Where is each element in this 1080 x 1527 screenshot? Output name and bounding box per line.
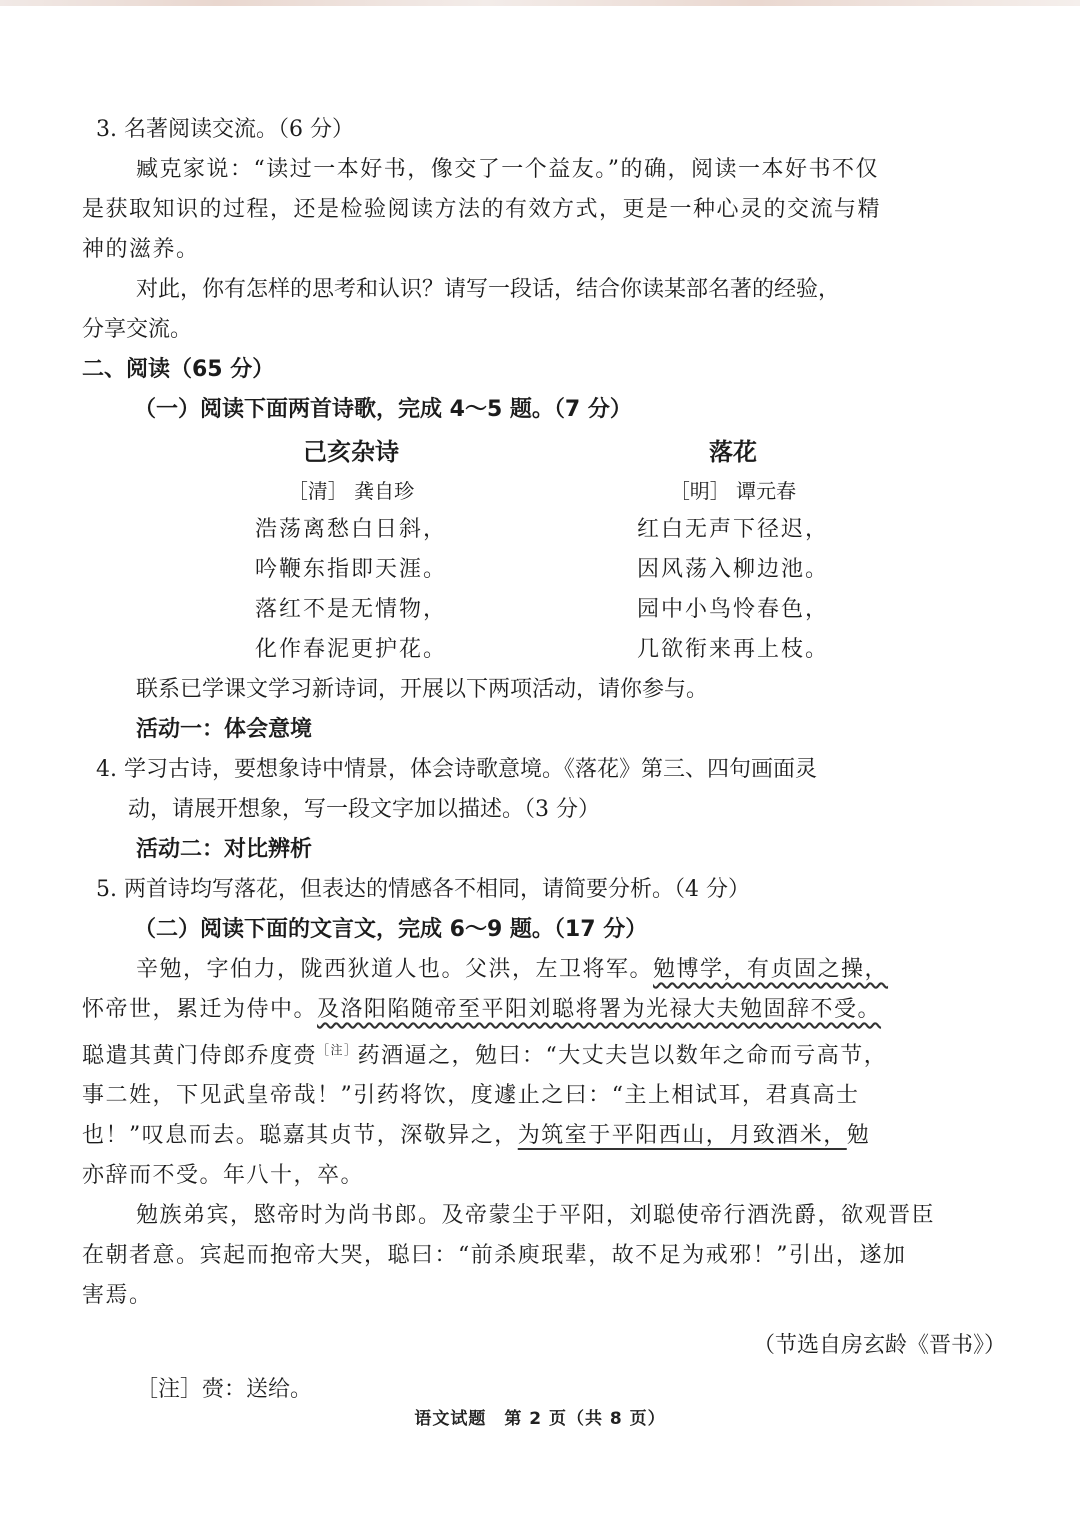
text-segment: 聪遣其黄门侍郎乔度赍 — [82, 1043, 318, 1069]
poem-luohua — [568, 432, 898, 670]
text-segment: 也！”叹息而去。聪嘉其贞节，深敬异之， — [82, 1123, 518, 1149]
q3-quote-line-2: 是获取知识的过程，还是检验阅读方法的有效方式，更是一种心灵的交流与精 — [82, 197, 882, 222]
wavy-underlined-segment: 勉博学，有贞固之操， — [653, 957, 889, 982]
classical-text-line: 亦辞而不受。年八十，卒。 — [82, 1163, 365, 1189]
classical-text-line: 事二姓，下见武皇帝哉！”引药将饮，度遽止之曰：“主上相试耳，君真高士 — [82, 1083, 860, 1109]
poem-line: 红白无声下径迟， — [636, 517, 829, 542]
q3-heading: 3. 名著阅读交流。（6 分） — [96, 117, 354, 142]
text-segment: 辛勉，字伯力，陇西狄道人也。父洪，左卫将军。 — [136, 957, 654, 982]
activities-intro: 联系已学课文学习新诗词，开展以下两项活动，请你参与。 — [136, 677, 709, 702]
part-2-heading: （二）阅读下面的文言文，完成 6～9 题。（17 分） — [134, 917, 648, 942]
classical-text-line: 在朝者意。宾起而抱帝大哭，聪曰：“前杀庾珉辈，故不足为戒邪！”引出，遂加 — [82, 1243, 907, 1269]
q4-line-2: 动，请展开想象，写一段文字加以描述。（3 分） — [128, 797, 600, 822]
source-citation: （节选自房玄龄《晋书》） — [752, 1333, 1006, 1359]
underlined-segment: 为筑室于平阳西山，月致酒米， — [517, 1123, 847, 1149]
poem-line: 园中小鸟怜春色， — [636, 597, 829, 622]
part-1-heading: （一）阅读下面两首诗歌，完成 4～5 题。（7 分） — [134, 397, 632, 422]
poem-line: 落红不是无情物， — [254, 597, 447, 622]
poem-title: 己亥杂诗 — [303, 438, 399, 466]
wavy-underlined-segment: 及洛阳陷随帝至平阳刘聪将署为光禄大夫勉固辞不受。 — [317, 997, 882, 1022]
poem-title: 落花 — [709, 438, 757, 466]
classical-text-line: 害焉。 — [82, 1283, 153, 1309]
footnote-marker: ［注］ — [317, 1043, 358, 1057]
poem-author: ［明］ 谭元春 — [669, 479, 797, 503]
classical-text-line — [82, 990, 1012, 1030]
top-edge-band — [0, 0, 1080, 6]
poem-line: 几欲衔来再上枝。 — [636, 637, 829, 662]
classical-text-line: 勉族弟宾，愍帝时为尚书郎。及帝蒙尘于平阳，刘聪使帝行酒洗爵，欲观晋臣 — [136, 1203, 936, 1229]
activity-1-title: 活动一：体会意境 — [136, 717, 313, 742]
q3-task-line-1: 对此，你有怎样的思考和认识？请写一段话，结合你读某部名著的经验， — [136, 277, 841, 302]
poem-line: 吟鞭东指即天涯。 — [254, 557, 447, 582]
poem-jihai — [186, 432, 516, 670]
classical-text-line — [82, 1030, 1012, 1076]
q4-line-1: 4. 学习古诗，要想象诗中情景，体会诗歌意境。《落花》第三、四句画面灵 — [96, 757, 817, 782]
footnote: ［注］赍：送给。 — [136, 1377, 313, 1403]
poem-line: 化作春泥更护花。 — [254, 637, 447, 662]
poems-block — [82, 432, 1012, 670]
classical-text-line — [82, 1116, 1012, 1156]
text-segment: 怀帝世，累迁为侍中。 — [82, 997, 318, 1022]
section-2-heading: 二、阅读（65 分） — [82, 357, 275, 382]
poem-line: 因风荡入柳边池。 — [636, 557, 829, 582]
q3-quote-line-1: 臧克家说：“读过一本好书，像交了一个益友。”的确，阅读一本好书不仅 — [136, 157, 879, 182]
classical-text-line — [82, 950, 1012, 990]
poem-line: 浩荡离愁白日斜， — [254, 517, 447, 542]
q3-quote-line-3: 神的滋养。 — [82, 237, 200, 262]
q5-line: 5. 两首诗均写落花，但表达的情感各不相同，请简要分析。（4 分） — [96, 877, 750, 902]
page-footer: 语文试题 第 2 页（共 8 页） — [414, 1409, 666, 1429]
q3-task-line-2: 分享交流。 — [82, 317, 193, 342]
activity-2-title: 活动二：对比辨析 — [136, 837, 313, 862]
poem-author: ［清］ 龚自珍 — [287, 479, 415, 503]
text-segment: 药酒逼之，勉曰：“大丈夫岂以数年之命而亏高节， — [357, 1043, 888, 1069]
exam-page — [82, 110, 1012, 1410]
text-segment: 勉 — [846, 1123, 871, 1149]
